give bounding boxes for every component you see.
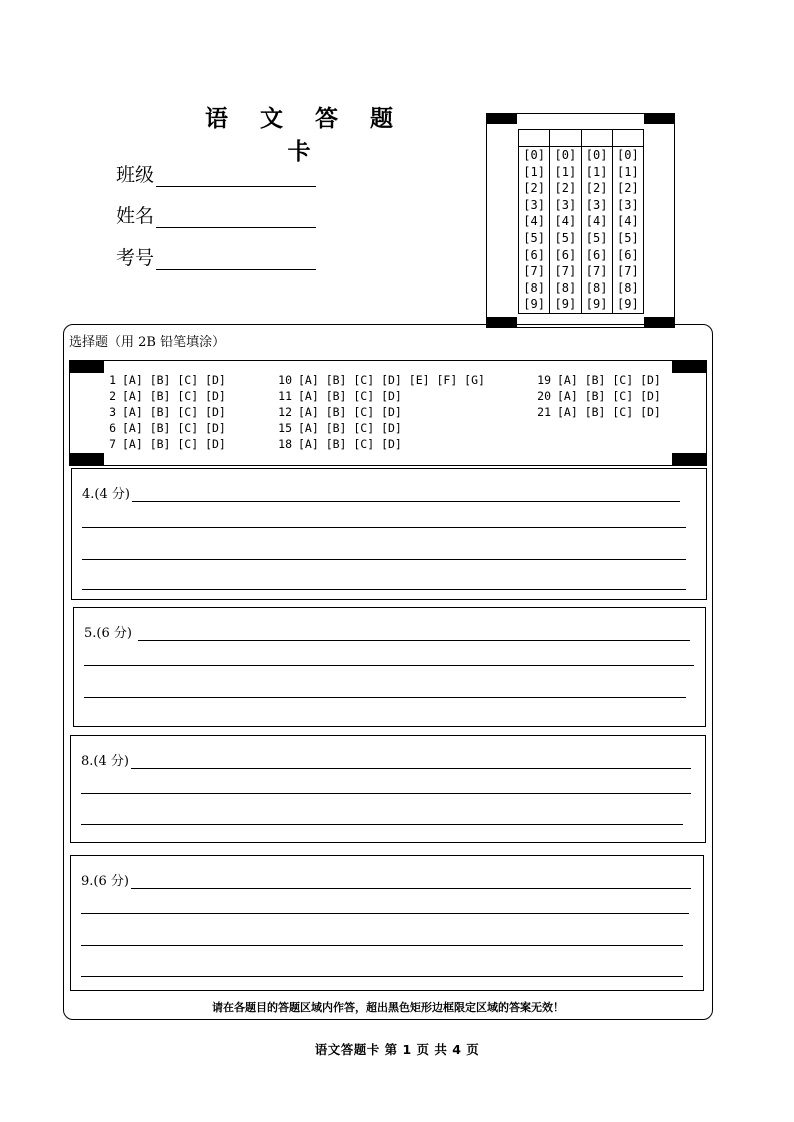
question-number: 12 [278,405,292,419]
answer-box-q5[interactable] [73,607,706,727]
digit-bubble[interactable]: [6] [523,247,545,262]
answer-line [81,824,683,825]
question-label: 5.(6 分) [84,626,132,641]
page-footer: 语文答题卡 第 1 页 共 4 页 [314,1042,480,1057]
option-bubbles[interactable]: [A] [B] [C] [D] [122,437,226,451]
digit-bubble[interactable]: [7] [523,264,545,279]
question-number: 18 [278,437,292,451]
choice-question-6[interactable] [90,421,226,435]
digit-bubble[interactable]: [6] [554,247,577,262]
digit-bubble[interactable]: [4] [554,214,577,229]
choice-question-15[interactable] [266,421,402,435]
corner-mark [672,453,706,465]
exam-id-grid [518,129,644,314]
answer-box-q4[interactable] [71,468,707,600]
exam-id-write-cell[interactable] [582,130,612,147]
question-number: 2 [109,389,116,403]
digit-bubble[interactable]: [9] [523,297,545,312]
digit-bubble[interactable]: [4] [585,214,608,229]
question-label: 9.(6 分) [81,874,129,889]
question-number: 10 [278,373,292,387]
digit-bubble[interactable]: [1] [585,164,608,179]
choice-question-20[interactable] [525,389,661,403]
digit-bubble[interactable]: [1] [617,164,639,179]
option-bubbles[interactable]: [A] [B] [C] [D] [298,437,402,451]
answer-box-q9[interactable] [70,855,704,991]
digit-bubble[interactable]: [9] [554,297,577,312]
exam-id-write-cell[interactable] [613,130,643,147]
digit-bubble[interactable]: [2] [585,181,608,196]
digit-bubble[interactable]: [3] [617,197,639,212]
question-number: 3 [109,405,116,419]
digit-bubble[interactable]: [6] [585,247,608,262]
digit-bubble[interactable]: [4] [617,214,639,229]
option-bubbles[interactable]: [A] [B] [C] [D] [122,389,226,403]
option-bubbles[interactable]: [A] [B] [C] [D] [557,373,661,387]
digit-bubble[interactable]: [7] [617,264,639,279]
answer-line [81,793,691,794]
choice-question-7[interactable] [90,437,226,451]
digit-bubble[interactable]: [3] [554,197,577,212]
corner-mark [70,361,104,373]
digit-bubble[interactable]: [8] [617,280,639,295]
answer-line [82,589,686,590]
exam-id-bubble-box [486,113,675,328]
digit-bubble[interactable]: [8] [554,280,577,295]
option-bubbles[interactable]: [A] [B] [C] [D] [122,405,226,419]
digit-bubble[interactable]: [8] [585,280,608,295]
question-number: 21 [537,405,551,419]
class-label: 班级 [116,164,155,186]
corner-mark [672,361,706,373]
digit-bubble[interactable]: [7] [585,264,608,279]
digit-bubble[interactable]: [2] [554,181,577,196]
digit-bubble[interactable]: [5] [554,230,577,245]
answer-line [82,559,686,560]
digit-bubble[interactable]: [3] [523,197,545,212]
choice-question-1[interactable] [90,373,226,387]
answer-line [84,665,694,666]
name-blank[interactable] [156,208,316,228]
exam-number-label: 考号 [116,247,155,269]
exam-number-blank[interactable] [156,250,316,270]
option-bubbles[interactable]: [A] [B] [C] [D] [122,421,226,435]
answer-line [81,945,683,946]
answer-line [84,697,686,698]
digit-bubble[interactable]: [1] [554,164,577,179]
option-bubbles[interactable]: [A] [B] [C] [D] [298,405,402,419]
page-title: 语 文 答 题 卡 [204,105,406,165]
name-label: 姓名 [116,205,155,227]
digit-bubble[interactable]: [2] [523,181,545,196]
exam-number-field[interactable] [116,243,316,270]
answer-box-q8[interactable] [70,735,706,843]
question-number: 15 [278,421,292,435]
digit-bubble[interactable]: [0] [554,148,577,162]
choice-question-10[interactable] [266,373,485,387]
option-bubbles[interactable]: [A] [B] [C] [D] [557,405,661,419]
answer-line [81,913,689,914]
question-number: 20 [537,389,551,403]
digit-bubble[interactable]: [5] [523,230,545,245]
class-blank[interactable] [156,167,316,187]
choice-question-12[interactable] [266,405,402,419]
question-number: 7 [109,437,116,451]
exam-id-column [612,130,643,313]
digit-bubble[interactable]: [0] [617,148,639,162]
digit-bubble[interactable]: [0] [523,148,545,162]
choice-question-11[interactable] [266,389,402,403]
choice-question-19[interactable] [525,373,661,387]
option-bubbles[interactable]: [A] [B] [C] [D] [E] [F] [G] [298,373,485,387]
digit-bubble[interactable]: [0] [585,148,608,162]
question-label: 8.(4 分) [81,754,129,769]
digit-bubble[interactable]: [5] [585,230,608,245]
digit-bubble[interactable]: [8] [523,280,545,295]
multiple-choice-box [69,360,707,466]
digit-bubble[interactable]: [4] [523,214,545,229]
corner-mark [70,453,104,465]
exam-id-column [519,130,549,313]
answer-line [82,527,686,528]
digit-bubble[interactable]: [1] [523,164,545,179]
answer-line [81,976,683,977]
question-number: 1 [109,373,116,387]
option-bubbles[interactable]: [A] [B] [C] [D] [557,389,661,403]
digit-bubble[interactable]: [6] [617,247,639,262]
digit-bubble[interactable]: [7] [554,264,577,279]
class-field[interactable] [116,160,316,187]
digit-bubble[interactable]: [9] [617,297,639,312]
answer-sheet-frame [63,324,713,1020]
multiple-choice-label: 选择题（用 2B 铅笔填涂） [69,335,226,350]
name-field[interactable] [116,201,316,228]
digit-bubble[interactable]: [3] [585,197,608,212]
corner-mark [644,114,674,124]
choice-question-21[interactable] [525,405,661,419]
digit-bubble[interactable]: [9] [585,297,608,312]
exam-id-column [549,130,580,313]
choice-question-18[interactable] [266,437,402,451]
question-number: 11 [278,389,292,403]
question-number: 6 [109,421,116,435]
exam-id-write-cell[interactable] [550,130,580,147]
exam-id-column [581,130,612,313]
corner-mark [487,114,517,124]
question-label: 4.(4 分) [82,487,130,502]
question-number: 19 [537,373,551,387]
choice-question-2[interactable] [90,389,226,403]
exam-id-write-cell[interactable] [519,130,549,147]
option-bubbles[interactable]: [A] [B] [C] [D] [298,389,402,403]
digit-bubble[interactable]: [2] [617,181,639,196]
choice-question-3[interactable] [90,405,226,419]
notice-text: 请在各题目的答题区域内作答，超出黑色矩形边框限定区域的答案无效！ [212,1001,564,1014]
digit-bubble[interactable]: [5] [617,230,639,245]
option-bubbles[interactable]: [A] [B] [C] [D] [298,421,402,435]
option-bubbles[interactable]: [A] [B] [C] [D] [122,373,226,387]
